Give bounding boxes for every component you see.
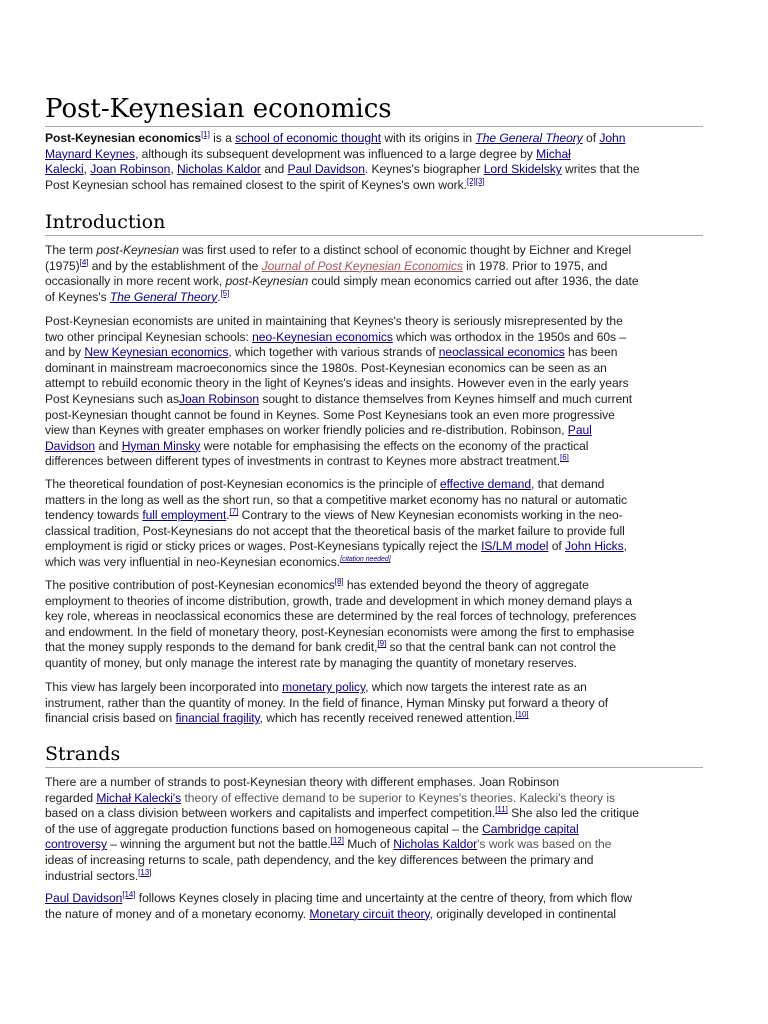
- link-neo-keynesian-economics[interactable]: neo-Keynesian economics: [252, 329, 393, 344]
- citation-link[interactable]: [7]: [229, 508, 239, 517]
- link-monetary-policy[interactable]: monetary policy: [282, 680, 366, 694]
- citation-link[interactable]: [11]: [495, 806, 508, 815]
- link-michal-kalecki[interactable]: Michał: [536, 146, 571, 161]
- citation-link[interactable]: [1]: [201, 131, 210, 139]
- link-lord-skidelsky[interactable]: Lord Skidelsky: [483, 162, 562, 177]
- bold-term: Post-Keynesian economics: [45, 131, 202, 145]
- link-neoclassical-economics[interactable]: neoclassical economics: [438, 345, 565, 360]
- link-monetary-circuit-theory[interactable]: Monetary circuit theory: [309, 906, 430, 921]
- link-john-hicks[interactable]: John Hicks: [565, 539, 624, 554]
- citation-link[interactable]: [9]: [377, 640, 387, 649]
- link-nicholas-kaldor[interactable]: Nicholas Kaldor: [176, 162, 261, 177]
- link-paul-davidson[interactable]: Davidson: [45, 438, 96, 453]
- link-general-theory[interactable]: The General Theory: [109, 289, 218, 304]
- citation-link[interactable]: [8]: [334, 578, 344, 586]
- link-effective-demand[interactable]: effective demand: [439, 477, 531, 491]
- section-heading-strands: Strands: [45, 741, 703, 768]
- intro-paragraph-5: This view has largely been incorporated into monetary policy, which now targets the interest rate as an instrument, rather than the quantity of money. In the field of finance, Hyman Minsky put forward a theory of financial crisis based on financial fragility, which has recently received renewed attention.[10]: [45, 680, 609, 726]
- citation-link[interactable]: [6]: [560, 454, 569, 463]
- intro-paragraph-1: The term post-Keynesian was first used to refer to a distinct school of economic thought by Eichner and Kregel (1975)[4] and by the establishment of the Journal of Post Keynesian Economics in 1978. Prior to 1975, and occasionally in more recent work, post-Keynesian could simply mean economics carried out after 1936, the date of Keynes's The General Theory.[5]: [45, 243, 639, 304]
- intro-paragraph-4: The positive contribution of post-Keynesian economics[8] has extended beyond the theory of aggregate employment to theories of income distribution, growth, trade and development in which money demand plays a key role, whereas in neoclassical economics these are determined by the real forces of technology, preferences and endowment. In the field of monetary theory, post-Keynesian economists were among the first to emphasise that the money supply responds to the demand for bank credit,[9] so that the central bank can not control the quantity of money, but only manage the interest rate by managing the quantity of monetary reserves.: [45, 578, 637, 670]
- strands-paragraph-2: Paul Davidson[14] follows Keynes closely in placing time and uncertainty at the centre of theory, from which flow the nature of money and of a monetary economy. Monetary circuit theory, originally developed in continental: [45, 891, 632, 921]
- link-nicholas-kaldor[interactable]: Nicholas Kaldor: [393, 837, 478, 852]
- link-journal-post-keynesian-economics[interactable]: Journal of Post Keynesian Economics: [261, 258, 463, 273]
- page-title: Post-Keynesian economics: [45, 92, 703, 127]
- link-michal-kalecki[interactable]: Kalecki: [45, 162, 84, 177]
- citation-link[interactable]: [4]: [79, 258, 89, 267]
- citation-needed-link[interactable]: [citation needed]: [340, 555, 391, 563]
- citation-link[interactable]: [10]: [515, 711, 529, 720]
- citation-link[interactable]: [13]: [138, 868, 152, 877]
- citation-link[interactable]: [5]: [220, 289, 230, 298]
- link-john-maynard-keynes[interactable]: John: [599, 131, 626, 145]
- intro-paragraph-2: Post-Keynesian economists are united in maintaining that Keynes's theory is seriously misrepresented by the two other principal Keynesian schools: neo-Keynesian economics which was orthodox in the 1950s and 60s – and by New Keynesian economics, which together with various strands of neoclassical economics has been dominant in mainstream macroeconomics since the 1980s. Post-Keynesian economics can be seen as an attempt to rebuild economic theory in the light of Keynes's ideas and insights. However even in the early years Post Keynesians such asJoan Robinson sought to distance themselves from Keynes himself and much current post-Keynesian thought cannot be found in Keynes. Some Post Keynesians took an even more progressive view than Keynes with greater emphases on worker friendly policies and re-distribution. Robinson, Paul Davidson and Hyman Minsky were notable for emphasising the effects on the economy of the practical differences between different types of investments in contrast to Keynes more abstract treatment.[6]: [45, 314, 633, 469]
- link-full-employment[interactable]: full employment: [142, 508, 227, 523]
- link-financial-fragility[interactable]: financial fragility: [175, 711, 260, 726]
- link-joan-robinson[interactable]: Joan Robinson: [178, 391, 260, 406]
- strands-paragraph-1: There are a number of strands to post-Keynesian theory with different emphases. Joan Robinson regarded Michał Kalecki's theory of effective demand to be superior to Keynes's theories. Kalecki's theory is based on a class division between workers and capitalists and imperfect competition.[11] She also led the critique of the use of aggregate production functions based on homogeneous capital – the Cambridge capital controversy – winning the argument but not the battle.[12] Much of Nicholas Kaldor's work was based on the ideas of increasing returns to scale, path dependency, and the key differences between the primary and industrial sectors.[13]: [45, 775, 639, 883]
- link-new-keynesian-economics[interactable]: New Keynesian economics: [84, 345, 229, 360]
- link-school-of-economic-thought[interactable]: school of economic thought: [235, 131, 382, 145]
- link-john-maynard-keynes[interactable]: Maynard Keynes: [45, 146, 136, 161]
- citation-link[interactable]: [14]: [122, 891, 136, 899]
- link-hyman-minsky[interactable]: Hyman Minsky: [121, 438, 201, 453]
- link-general-theory[interactable]: The General Theory: [475, 131, 583, 145]
- link-cambridge-capital-controversy[interactable]: controversy: [45, 837, 107, 852]
- lead-paragraph: Post-Keynesian economics[1] is a school of economic thought with its origins in The General Theory of John Maynard Keynes, although its subsequent development was influenced to a large degree by Michał Kalecki, Joan Robinson, Nicholas Kaldor and Paul Davidson. Keynes's biographer Lord Skidelsky writes that the Post Keynesian school has remained closest to the spirit of Keynes's own work.[2][3]: [45, 131, 640, 192]
- link-paul-davidson[interactable]: Paul: [567, 423, 592, 438]
- link-is-lm-model[interactable]: IS/LM model: [481, 539, 549, 554]
- link-cambridge-capital-controversy[interactable]: Cambridge capital: [482, 821, 579, 836]
- link-michal-kalecki[interactable]: Michał Kalecki's: [96, 790, 182, 805]
- link-paul-davidson[interactable]: Paul Davidson: [45, 891, 123, 905]
- link-paul-davidson[interactable]: Paul Davidson: [287, 162, 365, 177]
- link-joan-robinson[interactable]: Joan Robinson: [90, 162, 171, 177]
- intro-paragraph-3: The theoretical foundation of post-Keynesian economics is the principle of effective demand, that demand matters in the long as well as the short run, so that a competitive market economy has no natural or automatic tendency towards full employment.[7] Contrary to the views of New Keynesian economists working in the neo- classical tradition, Post-Keynesians do not accept that the theoretical basis of the market failure to provide full employment is rigid or sticky prices or wages. Post-Keynesians typically reject the IS/LM model of John Hicks, which was very influential in neo-Keynesian economics.[citation needed]: [45, 477, 628, 569]
- section-heading-introduction: Introduction: [45, 209, 703, 236]
- citation-link[interactable]: [2][3]: [466, 177, 485, 186]
- citation-link[interactable]: [12]: [330, 837, 344, 846]
